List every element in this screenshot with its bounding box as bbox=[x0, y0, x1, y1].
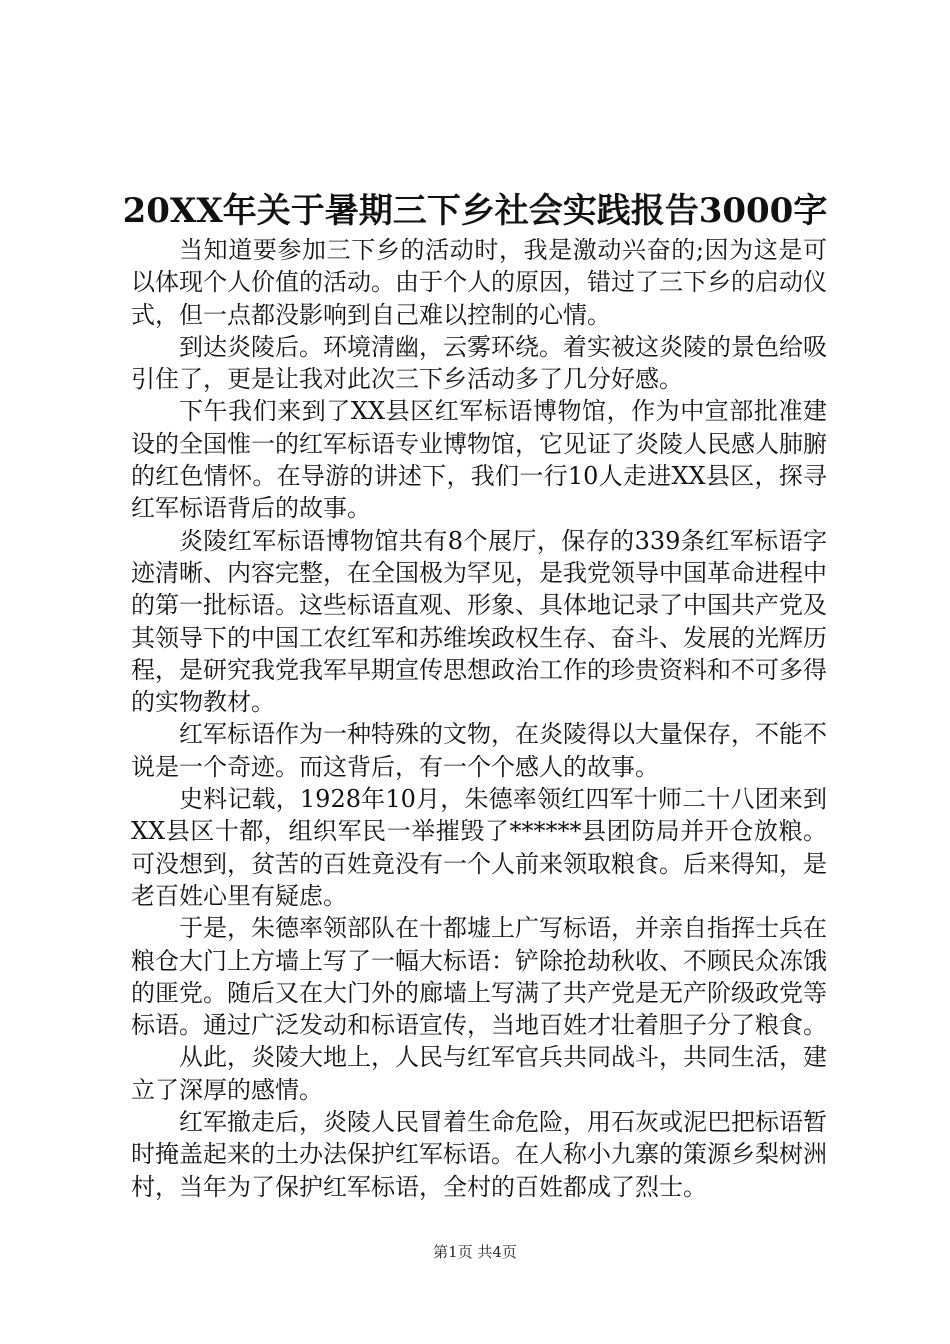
paragraph: 红军标语作为一种特殊的文物，在炎陵得以大量保存，不能不说是一个奇迹。而这背后，有一个个感人的故事。 bbox=[131, 720, 827, 781]
paragraph: 史料记载，1928年10月，朱德率领红四军十师二十八团来到XX县区十都，组织军民一举摧毁了******县团防局并开仓放粮。可没想到，贫苦的百姓竟没有一个人前来领取粮食。后来得知，是老百姓心里有疑虑。 bbox=[131, 785, 827, 910]
page-number-footer: 第1页 共4页 bbox=[433, 1243, 517, 1261]
paragraph: 从此，炎陵大地上，人民与红军官兵共同战斗，共同生活，建立了深厚的感情。 bbox=[131, 1043, 827, 1104]
paragraph: 炎陵红军标语博物馆共有8个展厅，保存的339条红军标语字迹清晰、内容完整，在全国极为罕见，是我党领导中国革命进程中的第一批标语。这些标语直观、形象、具体地记录了中国共产党及其领导下的中国工农红军和苏维埃政权生存、奋斗、发展的光辉历程，是研究我党我军早期宣传思想政治工作的珍贵资料和不可多得的实物教材。 bbox=[131, 526, 827, 717]
paragraph: 于是，朱德率领部队在十都墟上广写标语，并亲自指挥士兵在粮仓大门上方墙上写了一幅大标语：铲除抢劫秋收、不顾民众冻饿的匪党。随后又在大门外的廊墙上写满了共产党是无产阶级政党等标语。通过广泛发动和标语宣传，当地百姓才壮着胆子分了粮食。 bbox=[131, 914, 827, 1040]
paragraph: 到达炎陵后。环境清幽，云雾环绕。着实被这炎陵的景色给吸引住了，更是让我对此次三下乡活动多了几分好感。 bbox=[131, 332, 827, 394]
paragraph: 当知道要参加三下乡的活动时，我是激动兴奋的;因为这是可以体现个人价值的活动。由于个人的原因，错过了三下乡的启动仪式，但一点都没影响到自己难以控制的心情。 bbox=[131, 236, 827, 329]
document-title: 20XX年关于暑期三下乡社会实践报告3000字 bbox=[122, 191, 828, 231]
paragraph: 红军撤走后，炎陵人民冒着生命危险，用石灰或泥巴把标语暂时掩盖起来的土办法保护红军标语。在人称小九寨的策源乡梨树洲村，当年为了保护红军标语，全村的百姓都成了烈士。 bbox=[131, 1108, 827, 1201]
document-body bbox=[131, 234, 827, 1203]
paragraph: 下午我们来到了XX县区红军标语博物馆，作为中宣部批准建设的全国惟一的红军标语专业博物馆，它见证了炎陵人民感人肺腑的红色情怀。在导游的讲述下，我们一行10人走进XX县区，探寻红军标语背后的故事。 bbox=[131, 397, 827, 523]
